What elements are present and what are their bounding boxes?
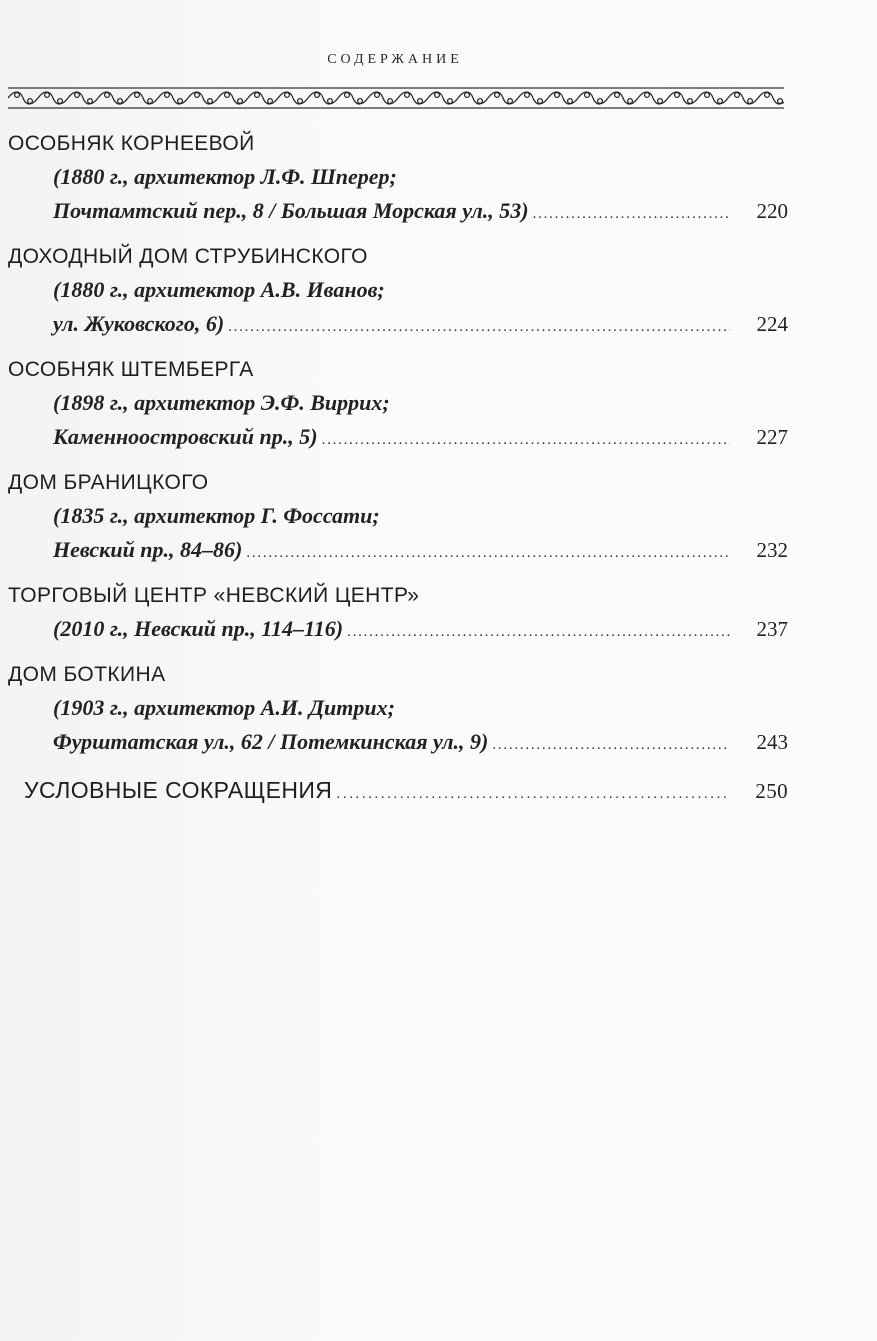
entry-address: (2010 г., Невский пр., 114–116) bbox=[53, 616, 344, 641]
page-number: 237 bbox=[756, 617, 788, 641]
entry-title: ОСОБНЯК КОРНЕЕВОЙ bbox=[8, 132, 255, 155]
entry-address-line bbox=[8, 194, 788, 231]
entry-title: ДОМ БРАНИЦКОГО bbox=[8, 471, 209, 494]
toc-entry[interactable] bbox=[8, 580, 788, 649]
page-number: 232 bbox=[756, 538, 788, 562]
page-number: 220 bbox=[756, 199, 788, 223]
entry-address-line bbox=[8, 307, 788, 344]
toc-entry-abbreviations[interactable] bbox=[8, 772, 788, 812]
dot-leader bbox=[492, 725, 730, 762]
dot-leader bbox=[336, 772, 730, 812]
page-number: 224 bbox=[756, 312, 788, 336]
entry-details: (1903 г., архитектор А.И. Дитрих; bbox=[53, 695, 395, 720]
toc-entry[interactable] bbox=[8, 128, 788, 231]
entry-address-line bbox=[8, 420, 788, 457]
dot-leader bbox=[347, 612, 730, 649]
toc-entry[interactable] bbox=[8, 659, 788, 762]
entry-title: ДОХОДНЫЙ ДОМ СТРУБИНСКОГО bbox=[8, 245, 368, 268]
dot-leader bbox=[246, 533, 730, 570]
entry-title: ДОМ БОТКИНА bbox=[8, 663, 166, 686]
entry-address: ул. Жуковского, 6) bbox=[53, 311, 225, 336]
running-head: СОДЕРЖАНИЕ bbox=[327, 52, 463, 67]
table-of-contents bbox=[8, 128, 788, 812]
entry-details: (1880 г., архитектор Л.Ф. Шперер; bbox=[53, 164, 397, 189]
entry-address: Невский пр., 84–86) bbox=[53, 537, 243, 562]
entry-details: (1835 г., архитектор Г. Фоссати; bbox=[53, 503, 380, 528]
page-number: 227 bbox=[756, 425, 788, 449]
entry-address: Почтамтский пер., 8 / Большая Морская ул., 53) bbox=[53, 198, 529, 223]
dot-leader bbox=[322, 420, 730, 457]
dot-leader bbox=[533, 194, 730, 231]
toc-entry[interactable] bbox=[8, 467, 788, 570]
entry-address-line bbox=[8, 612, 788, 649]
entry-details: (1898 г., архитектор Э.Ф. Виррих; bbox=[53, 390, 390, 415]
entry-title: ОСОБНЯК ШТЕМБЕРГА bbox=[8, 358, 254, 381]
toc-entry[interactable] bbox=[8, 241, 788, 344]
dot-leader bbox=[228, 307, 730, 344]
entry-title: УСЛОВНЫЕ СОКРАЩЕНИЯ bbox=[24, 777, 333, 803]
entry-address: Каменноостровский пр., 5) bbox=[53, 424, 318, 449]
entry-address-line bbox=[8, 725, 788, 762]
entry-address-line bbox=[8, 533, 788, 570]
page-number: 243 bbox=[756, 730, 788, 754]
scroll-wave-ornament-icon bbox=[8, 86, 784, 110]
page-number: 250 bbox=[755, 779, 788, 803]
entry-address: Фурштатская ул., 62 / Потемкинская ул., 9) bbox=[53, 729, 489, 754]
entry-title: ТОРГОВЫЙ ЦЕНТР «НЕВСКИЙ ЦЕНТР» bbox=[8, 584, 420, 607]
toc-entry[interactable] bbox=[8, 354, 788, 457]
entry-details: (1880 г., архитектор А.В. Иванов; bbox=[53, 277, 385, 302]
